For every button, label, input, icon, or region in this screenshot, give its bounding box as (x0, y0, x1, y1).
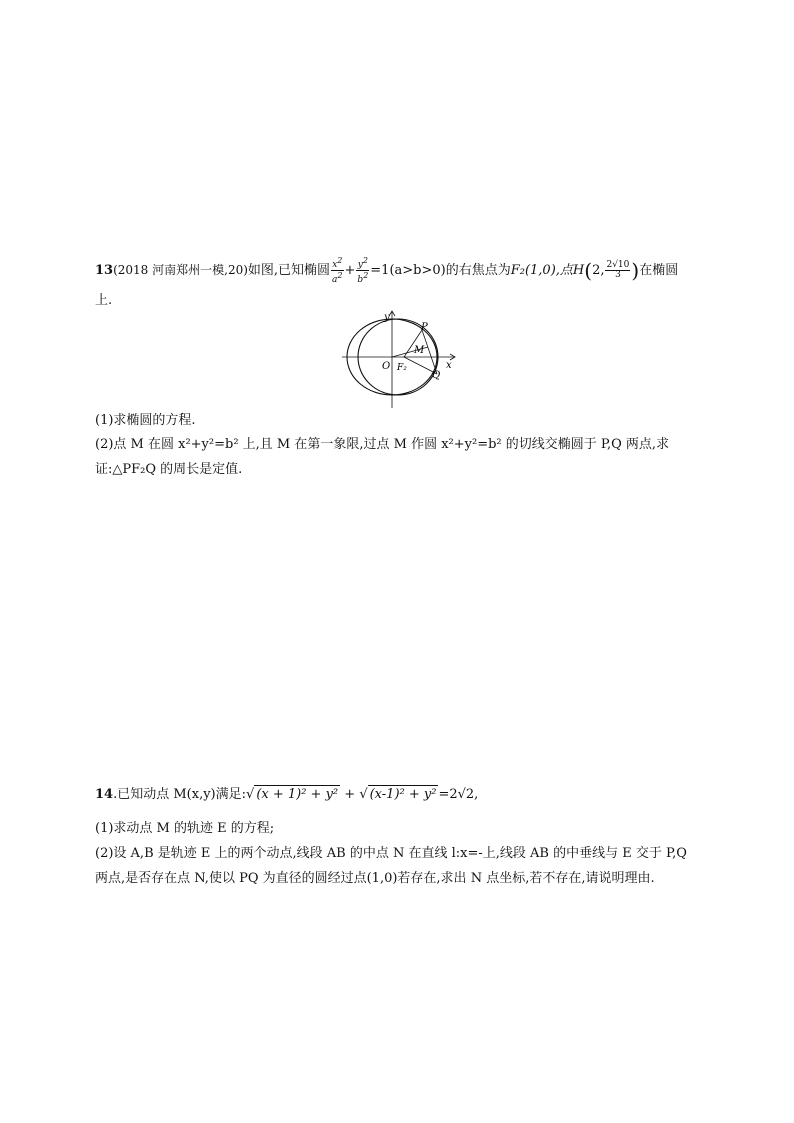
q14-part2-a: (2)设 A,B 是轨迹 E 上的两个动点,线段 AB 的中点 N 在直线 l:x=-上,线段 AB 的中垂线与 E 交于 P,Q (95, 846, 687, 861)
q13-number: 13 (95, 263, 114, 278)
ellipse-frac-y: $\frac{y^2}{b^2}$ (357, 256, 369, 285)
q14-rhs: =2√2, (438, 787, 479, 802)
q14-number: 14 (95, 787, 114, 802)
q14-part1: (1)求动点 M 的轨迹 E 的方程; (95, 821, 275, 836)
q13-line1: 13(2018 河南郑州一模,20)如图,已知椭圆 $\frac{x^2}{a^2}$ + $\frac{y^2}{b^2}$ =1(a>b>0)的右焦点为F₂(1,0),点H(2, $\frac{2√10}{3}$ )在椭圆 (95, 256, 679, 285)
label-y: y (384, 312, 390, 323)
q13-focus: F₂(1,0),点 (510, 263, 573, 278)
q13-coord-x: 2, (592, 263, 605, 278)
q13-part2-a: (2)点 M 在圆 x²+y²=b² 上,且 M 在第一象限,过点 M 作圆 x²+y²=b² 的切线交椭圆于 P,Q 两点,求 (95, 437, 670, 452)
label-p: P (421, 322, 428, 333)
q14-part2-b: 两点,是否存在点 N,使以 PQ 为直径的圆经过点(1,0)若存在,求出 N 点坐标,若不存在,请说明理由. (95, 871, 655, 886)
h-frac: $\frac{2√10}{3}$ (606, 260, 630, 280)
q14-radical-1: (x + 1)² + y² (256, 787, 339, 802)
q13-point-h: H (572, 263, 585, 278)
q13-text-b: 在椭圆 (639, 263, 679, 278)
q14-intro: .已知动点 M(x,y)满足: (113, 787, 247, 802)
q14-plus: + (340, 787, 360, 802)
q14-radical-2: (x-1)² + y² (369, 787, 437, 802)
label-o: O (382, 361, 391, 372)
label-m: M (414, 345, 425, 356)
q13-source: (2018 河南郑州一模,20) (113, 263, 248, 277)
label-q: Q (432, 370, 441, 381)
label-x: x (446, 360, 452, 371)
q13-part2-b: 证:△PF₂Q 的周长是定值. (95, 462, 243, 477)
q13-cond: =1(a>b>0)的右焦点为 (370, 263, 511, 278)
ellipse-frac-x: $\frac{x^2}{a^2}$ (332, 256, 343, 285)
q13-part1: (1)求椭圆的方程. (95, 413, 196, 428)
q14-line1: 14.已知动点 M(x,y)满足:√ (x + 1)² + y² + √ (x-1)² + y² =2√2, (95, 787, 479, 802)
q13-text-a: 如图,已知椭圆 (247, 263, 331, 278)
q13-line2: 上. (95, 293, 113, 308)
ellipse-figure (342, 308, 462, 408)
label-f2: F₂ (397, 363, 407, 373)
